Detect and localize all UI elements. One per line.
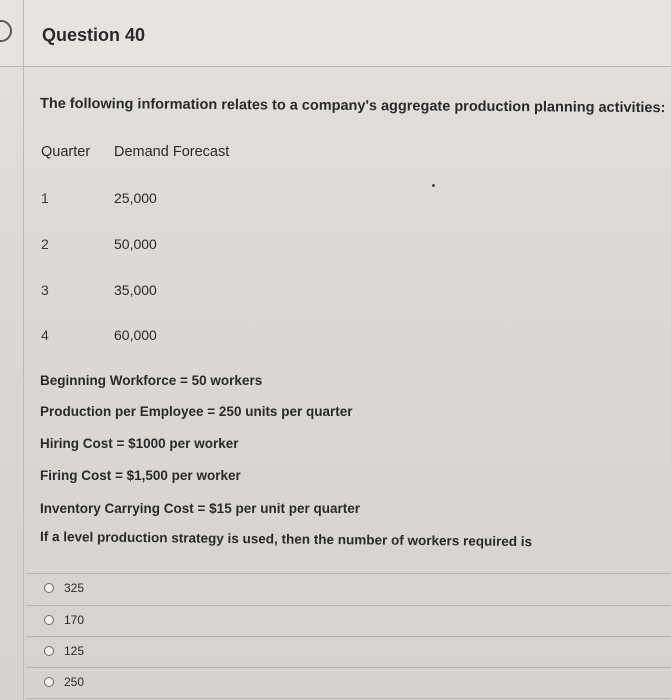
radio-button-icon[interactable] bbox=[44, 583, 54, 593]
question-prompt: If a level production strategy is used, then the number of workers required is bbox=[39, 529, 533, 550]
fact-inventory-carrying-cost bbox=[40, 501, 360, 516]
intro-text: The following information relates to a company's aggregate production planning activities: bbox=[39, 95, 666, 117]
fact-value: 250 units per quarter bbox=[218, 404, 353, 419]
radio-button-icon[interactable] bbox=[44, 615, 54, 625]
answer-option-label[interactable]: 250 bbox=[64, 675, 85, 689]
fact-separator: = bbox=[176, 373, 192, 388]
fact-value: $15 per unit per quarter bbox=[209, 501, 360, 516]
fact-label: Hiring Cost bbox=[40, 436, 113, 451]
stray-dot bbox=[432, 184, 435, 187]
answer-option-label[interactable]: 325 bbox=[64, 581, 85, 595]
table-cell-quarter: 3 bbox=[41, 282, 49, 298]
fact-value: 50 workers bbox=[191, 373, 263, 388]
fact-hiring-cost bbox=[40, 436, 238, 451]
fact-label: Production per Employee bbox=[40, 404, 204, 419]
divider bbox=[26, 698, 671, 699]
fact-separator: = bbox=[193, 501, 210, 516]
fact-separator: = bbox=[111, 468, 127, 483]
fact-beginning-workforce bbox=[40, 373, 262, 388]
collapse-icon[interactable] bbox=[0, 20, 12, 42]
radio-button-icon[interactable] bbox=[44, 677, 54, 687]
header-divider bbox=[23, 0, 24, 66]
fact-production-per-employee bbox=[40, 404, 352, 419]
table-cell-demand: 25,000 bbox=[114, 190, 157, 206]
table-cell-demand: 50,000 bbox=[114, 236, 157, 252]
table-cell-demand: 60,000 bbox=[114, 327, 157, 343]
fact-label: Inventory Carrying Cost bbox=[40, 501, 194, 516]
fact-label: Firing Cost bbox=[40, 468, 112, 483]
answer-option[interactable] bbox=[26, 573, 671, 605]
answer-option-label[interactable]: 125 bbox=[64, 644, 85, 658]
answer-option[interactable] bbox=[26, 605, 671, 637]
table-cell-quarter: 4 bbox=[41, 327, 49, 343]
table-cell-quarter: 2 bbox=[41, 236, 49, 252]
question-header bbox=[0, 0, 671, 67]
fact-value: $1,500 per worker bbox=[126, 468, 241, 483]
fact-firing-cost bbox=[40, 468, 241, 483]
radio-button-icon[interactable] bbox=[44, 646, 54, 656]
fact-value: $1000 per worker bbox=[128, 436, 239, 451]
column-header-demand: Demand Forecast bbox=[114, 144, 230, 160]
table-cell-quarter: 1 bbox=[41, 190, 49, 206]
fact-label: Beginning Workforce bbox=[40, 373, 177, 388]
answer-option-label[interactable]: 170 bbox=[64, 613, 85, 627]
question-title: Question 40 bbox=[42, 25, 146, 45]
fact-separator: = bbox=[112, 436, 129, 451]
answer-option[interactable] bbox=[26, 636, 671, 668]
column-header-quarter: Quarter bbox=[41, 144, 91, 160]
fact-separator: = bbox=[203, 404, 219, 419]
answer-option[interactable] bbox=[26, 667, 671, 699]
table-cell-demand: 35,000 bbox=[114, 282, 157, 298]
